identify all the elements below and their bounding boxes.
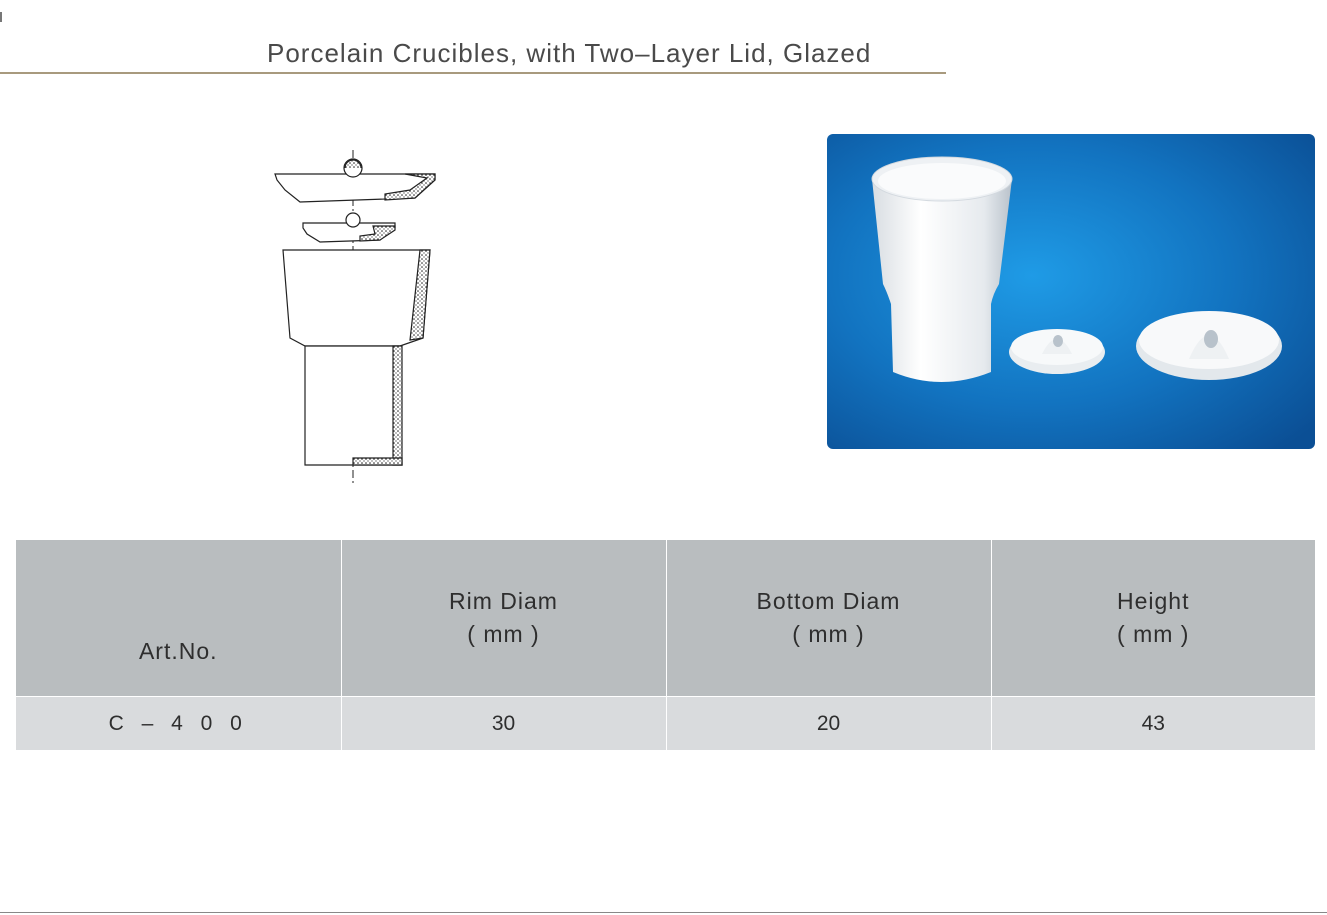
cell-art-no: C – 4 0 0 — [16, 697, 341, 751]
edge-mark — [0, 12, 2, 22]
header-height — [991, 540, 1315, 697]
table-row — [16, 697, 1315, 751]
header-rim-diam-label: Rim Diam — [449, 588, 558, 614]
header-rim-diam — [341, 540, 666, 697]
specification-table — [16, 540, 1315, 750]
header-art-no-label: Art.No. — [138, 638, 218, 664]
cell-height: 43 — [991, 697, 1315, 751]
crucible-product-photo — [827, 134, 1315, 449]
header-art-no — [16, 540, 341, 697]
page-title: Porcelain Crucibles, with Two–Layer Lid, Glazed — [267, 38, 872, 68]
page-bottom-rule — [0, 912, 1327, 913]
header-bottom-diam — [666, 540, 991, 697]
header-height-label: Height — [1117, 588, 1190, 614]
header-bottom-diam-label: Bottom Diam — [756, 588, 901, 614]
cell-rim-diam: 30 — [341, 697, 666, 751]
title-underline — [0, 72, 946, 74]
header-bottom-diam-unit: ( mm ) — [792, 621, 865, 647]
cell-bottom-diam: 20 — [666, 697, 991, 751]
header-rim-diam-unit: ( mm ) — [467, 621, 540, 647]
crucible-technical-drawing — [265, 150, 450, 490]
table-header-row — [16, 540, 1315, 697]
header-height-unit: ( mm ) — [1117, 621, 1190, 647]
